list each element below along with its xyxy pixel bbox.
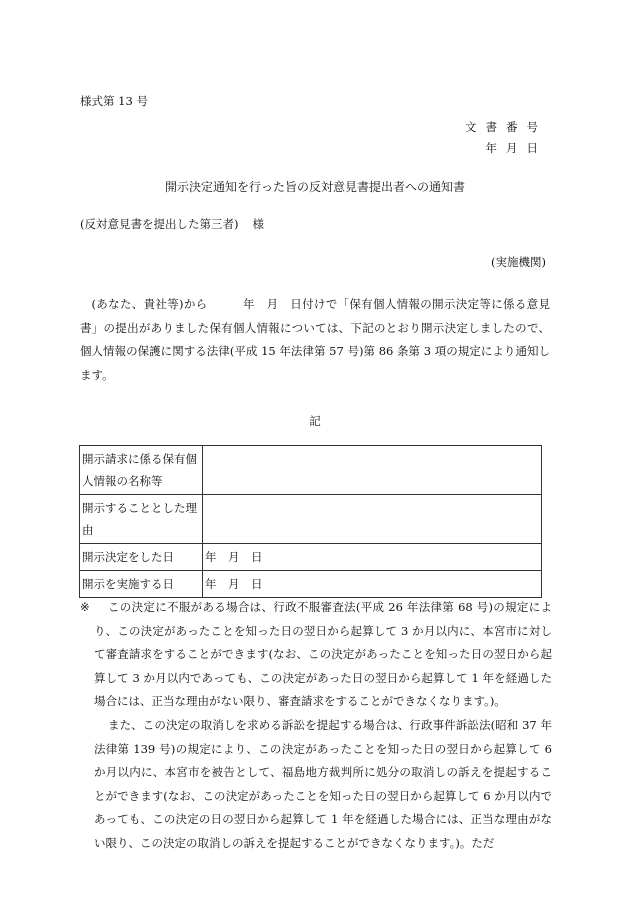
table-row [80,495,542,544]
addressee-suffix: 様 [252,217,264,231]
doc-number-label: 文書番号 [465,120,547,134]
addressee [80,216,264,232]
row-label-info-name: 開示請求に係る保有個人情報の名称等 [80,446,203,495]
issuing-agency: (実施機関) [491,255,546,269]
note-mark: ※ [80,600,90,614]
table-row [80,544,542,571]
form-number: 様式第 13 号 [80,94,148,108]
row-value-reason [203,495,542,544]
row-value-decision-date: 年 月 日 [203,544,542,571]
row-label-decision-date: 開示決定をした日 [80,544,203,571]
table-row [80,446,542,495]
body-paragraph: (あなた、貴社等)から 年 月 日付けで「保有個人情報の開示決定等に係る意見書」の提出がありました保有個人情報については、下記のとおり開示決定しましたので、個人情報の保護に関する法律(平成 15 年法律第 57 号)第 86 条第 3 項の規定により通知します。 [80,297,550,382]
date-label: 年月日 [485,141,547,155]
row-label-implementation-date: 開示を実施する日 [80,571,203,598]
note-text-administrative: この決定に不服がある場合は、行政不服審査法(平成 26 年法律第 68 号)の規定により、この決定があったことを知った日の翌日から起算して 3 か月以内に、本宮市に対して審査請求をすることができます(なお、この決定があったことを知った日の翌日から起算して 3 か月以内であっても、この決定があった日の翌日から起算して 1 年を経過した場合には、正当な理由がない限り、審査請求をすることができなくなります。)。 [94,600,552,708]
ki-heading: 記 [309,414,321,428]
table-row [80,571,542,598]
row-label-reason: 開示することとした理由 [80,495,203,544]
addressee-name: (反対意見書を提出した第三者) [80,217,239,231]
disclosure-table [79,445,542,598]
note-text-litigation: また、この決定の取消しを求める訴訟を提起する場合は、行政事件訴訟法(昭和 37 年法律第 139 号)の規定により、この決定があったことを知った日の翌日から起算して 6 か月以内に、本宮市を被告として、福島地方裁判所に処分の取消しの訴えを提起することができます(なお、この決定があったことを知った日の翌日から起算して 6 か月以内であっても、この決定の日の翌日から起算して 1 年を経過した場合には、正当な理由がない限り、この決定の取消しの訴えを提起することができなくなります。)。ただ [94,718,552,850]
appeal-note [80,596,552,714]
row-value-implementation-date: 年 月 日 [203,571,542,598]
document-meta [465,117,547,159]
document-title: 開示決定通知を行った旨の反対意見書提出者への通知書 [164,180,465,194]
row-value-info-name [203,446,542,495]
